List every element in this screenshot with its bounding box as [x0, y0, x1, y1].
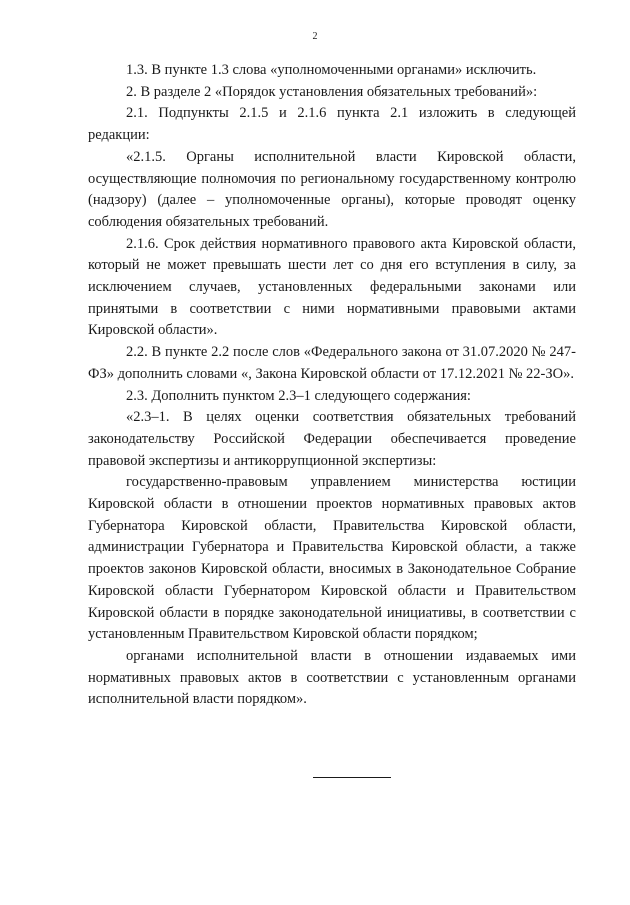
paragraph-2-3-1: «2.3–1. В целях оценки соответствия обязательных требований законодательству Российской Федерации обеспечивается проведение правовой экспертизы и антикоррупционной экспертизы:: [88, 409, 576, 469]
paragraph-2-1: 2.1. Подпункты 2.1.5 и 2.1.6 пункта 2.1 изложить в следующей редакции:: [88, 105, 576, 144]
paragraph-2: 2. В разделе 2 «Порядок установления обязательных требований»:: [126, 83, 538, 100]
document-body: [88, 60, 576, 711]
paragraph-justice-ministry: государственно-правовым управлением министерства юстиции Кировской области в отношении проектов нормативных правовых актов Губернатора Кировской области, Правительства Кировской области, администрации Губернатора и Правительства Кировской области, а также проектов законов Кировской области, вносимых в Законодательное Собрание Кировской области Губернатором Кировской области и Правительством Кировской области в порядке законодательной инициативы, в соответствии с установленным Правительством Кировской области порядком;: [88, 474, 576, 643]
paragraph-1-3: 1.3. В пункте 1.3 слова «уполномоченными органами» исключить.: [126, 62, 537, 78]
paragraph-2-2: 2.2. В пункте 2.2 после слов «Федерального закона от 31.07.2020 № 247-ФЗ» дополнить словами «, Закона Кировской области от 17.12.2021 № 22-ЗО».: [88, 344, 576, 382]
page-number: 2: [312, 31, 318, 42]
paragraph-2-3: 2.3. Дополнить пунктом 2.3–1 следующего содержания:: [126, 387, 471, 404]
paragraph-2-1-5: «2.1.5. Органы исполнительной власти Кировской области, осуществляющие полномочия по региональному государственному контролю (надзору) (далее – уполномоченные органы), которые проводят оценку соблюдения обязательных требований.: [88, 148, 576, 230]
closing-separator-line: [313, 777, 391, 778]
paragraph-executive-bodies: органами исполнительной власти в отношении издаваемых ими нормативных правовых актов в соответствии с установленным органами исполнительной власти порядком».: [88, 647, 576, 708]
paragraph-2-1-6: 2.1.6. Срок действия нормативного правового акта Кировской области, который не может превышать шести лет со дня его вступления в силу, за исключением случаев, установленных федеральными законами или принятыми в соответствии с ними нормативными правовыми актами Кировской области».: [88, 235, 576, 339]
